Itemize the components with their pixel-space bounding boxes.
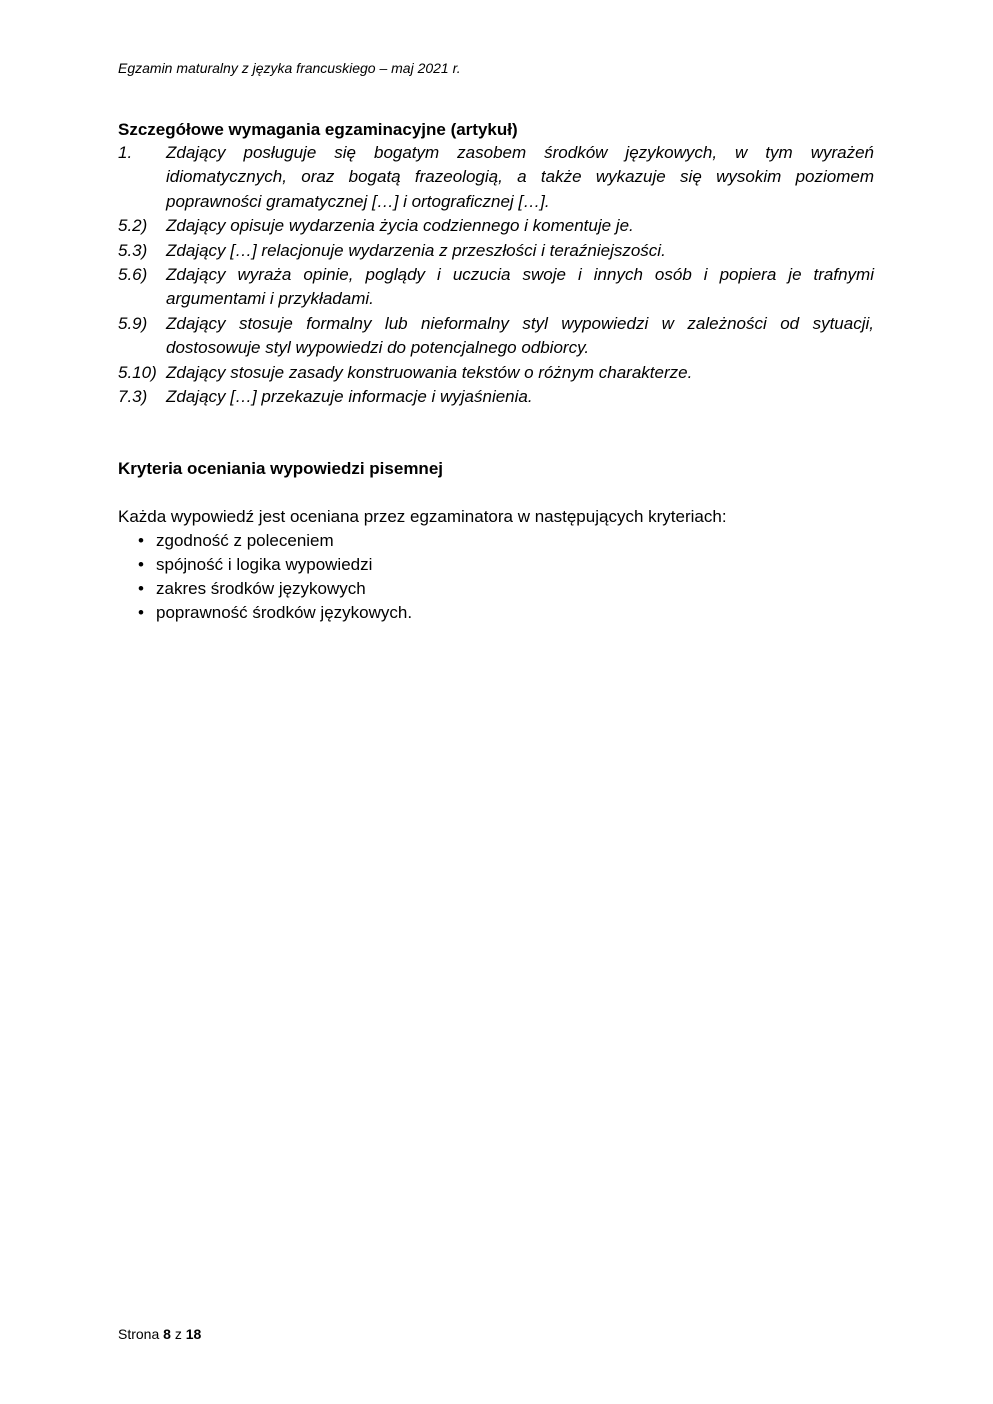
requirement-item — [118, 385, 874, 409]
page-footer — [118, 1326, 201, 1342]
requirement-number: 5.6) — [118, 265, 148, 285]
requirement-item — [118, 361, 874, 385]
requirement-text: Zdający […] przekazuje informacje i wyjaśnienia. — [166, 387, 533, 407]
bullet-icon: • — [138, 579, 144, 598]
requirement-text: Zdający […] relacjonuje wydarzenia z przeszłości i teraźniejszości. — [166, 240, 666, 260]
requirement-item — [118, 214, 874, 238]
criteria-item — [138, 601, 874, 625]
criteria-item — [138, 529, 874, 553]
criteria-item — [138, 577, 874, 601]
bullet-icon: • — [138, 555, 144, 574]
requirement-text: Zdający stosuje zasady konstruowania tekstów o różnym charakterze. — [166, 362, 693, 382]
page-header: Egzamin maturalny z języka francuskiego – maj 2021 r. — [118, 60, 461, 76]
criteria-item — [138, 553, 874, 577]
criteria-heading: Kryteria oceniania wypowiedzi pisemnej — [118, 459, 443, 478]
requirement-text: Zdający posługuje się bogatym zasobem środków językowych, w tym wyrażeń idiomatycznych, oraz bogatą frazeologią, a także wykazuje się wysokim poziomem poprawności gramatycznej […] i ortograficznej […]. — [166, 143, 874, 211]
criteria-text: spójność i logika wypowiedzi — [156, 555, 373, 574]
criteria-section — [118, 458, 874, 625]
bullet-icon: • — [138, 531, 144, 550]
requirement-number: 5.3) — [118, 240, 148, 260]
requirement-number: 5.9) — [118, 313, 148, 333]
requirement-number: 5.10) — [118, 362, 157, 382]
requirement-text: Zdający stosuje formalny lub nieformalny styl wypowiedzi w zależności od sytuacji, dostosowuje styl wypowiedzi do potencjalnego odbiorcy. — [166, 313, 874, 358]
requirements-heading: Szczegółowe wymagania egzaminacyjne (artykuł) — [118, 120, 518, 139]
requirement-text: Zdający opisuje wydarzenia życia codziennego i komentuje je. — [166, 216, 634, 236]
footer-page-number: 8 — [163, 1326, 171, 1342]
requirement-item — [118, 312, 874, 361]
requirements-list — [118, 141, 874, 409]
requirement-text: Zdający wyraża opinie, poglądy i uczucia swoje i innych osób i popiera je trafnymi argumentami i przykładami. — [166, 265, 874, 309]
criteria-text: poprawność środków językowych. — [156, 603, 413, 622]
footer-prefix: Strona — [118, 1326, 160, 1342]
bullet-icon: • — [138, 603, 144, 622]
criteria-text: zakres środków językowych — [156, 579, 366, 598]
requirements-section — [118, 119, 874, 409]
requirement-item — [118, 263, 874, 312]
requirement-number: 1. — [118, 143, 133, 162]
requirement-item — [118, 141, 874, 214]
criteria-intro: Każda wypowiedź jest oceniana przez egzaminatora w następujących kryteriach: — [118, 507, 727, 526]
requirement-number: 5.2) — [118, 216, 148, 236]
criteria-text: zgodność z poleceniem — [156, 531, 334, 550]
requirement-number: 7.3) — [118, 387, 148, 407]
footer-separator: z — [174, 1326, 182, 1342]
requirement-item — [118, 239, 874, 263]
criteria-list — [118, 529, 874, 625]
footer-total-pages: 18 — [185, 1326, 202, 1342]
